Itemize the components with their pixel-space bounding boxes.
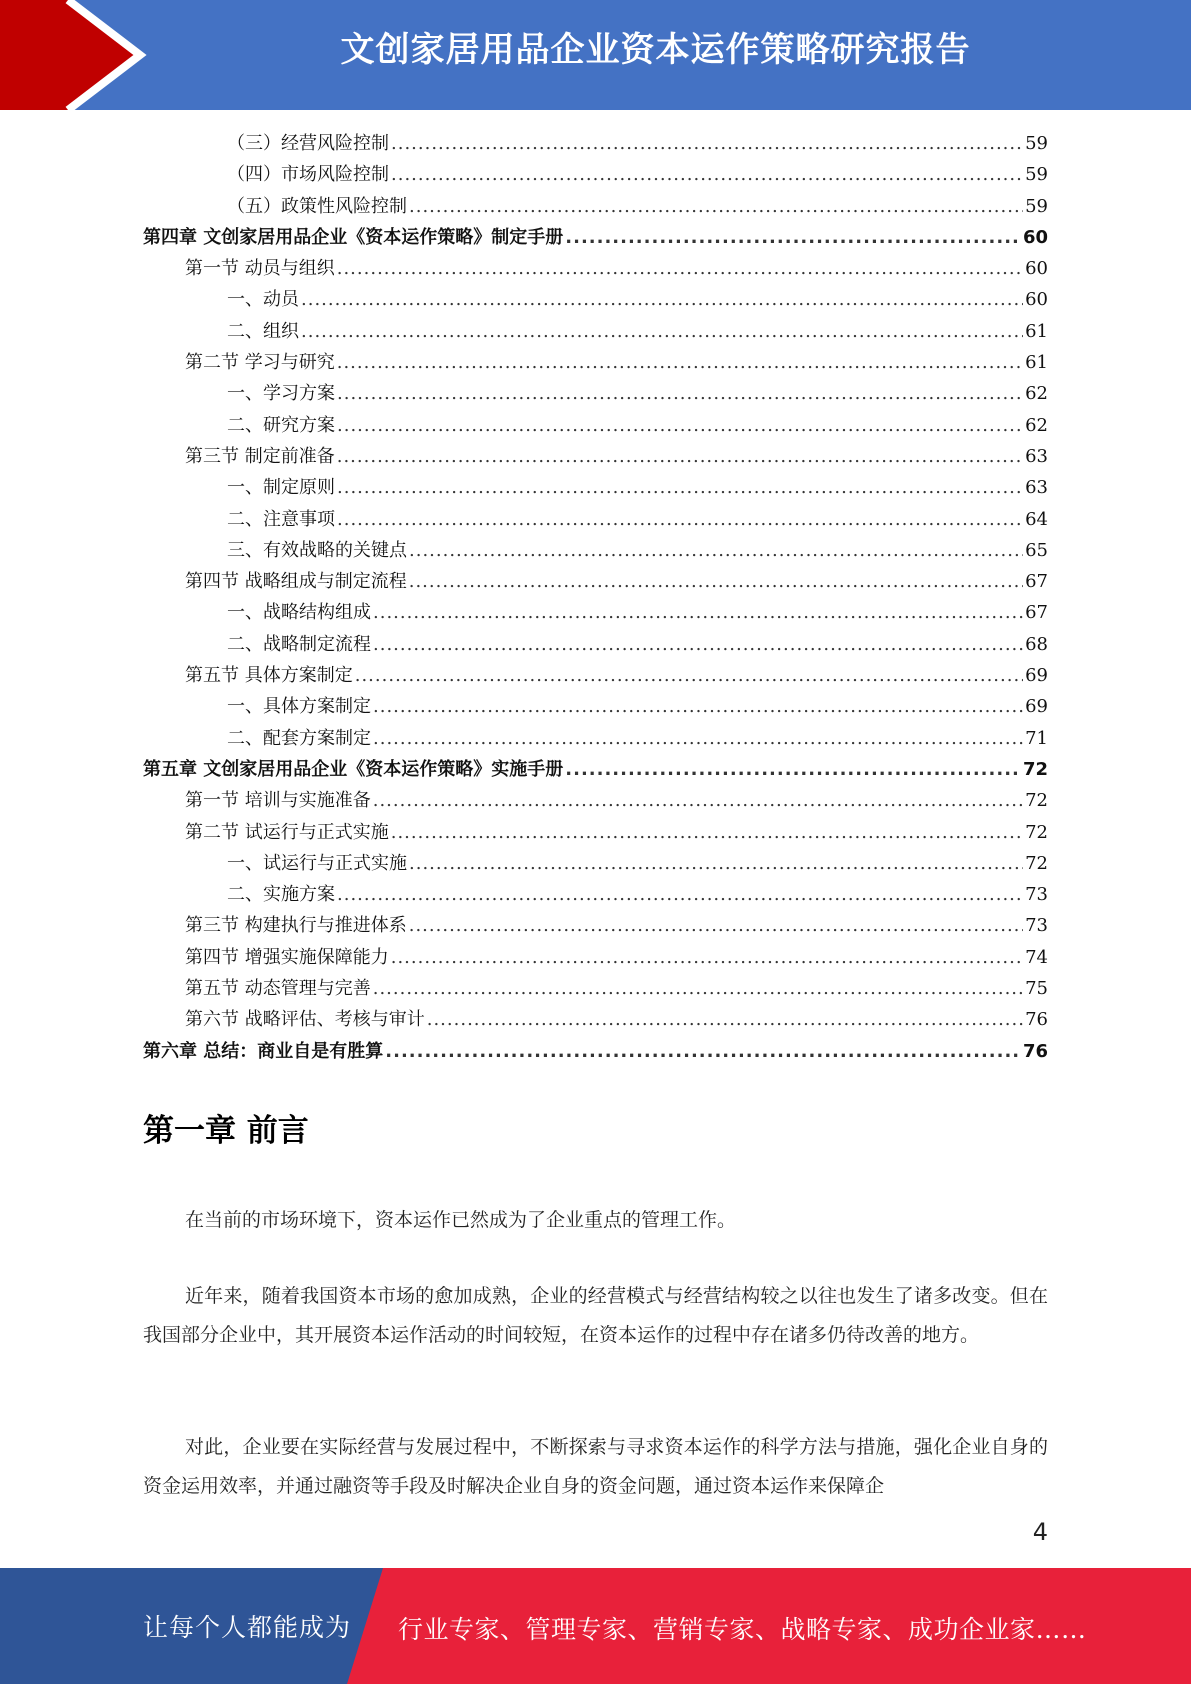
toc-entry[interactable]	[143, 472, 1048, 503]
toc-entry[interactable]	[143, 566, 1048, 597]
toc-leader-dots	[373, 597, 1023, 628]
toc-entry-page: 59	[1025, 133, 1048, 154]
toc-entry-page: 73	[1025, 915, 1048, 937]
toc-entry[interactable]	[143, 191, 1048, 222]
toc-leader-dots	[391, 159, 1023, 190]
toc-entry-title: 第四节 增强实施保障能力	[185, 946, 389, 968]
toc-entry[interactable]	[143, 159, 1048, 190]
toc-entry[interactable]	[143, 817, 1048, 848]
toc-entry-page: 65	[1025, 539, 1048, 561]
toc-entry-title: 第二节 学习与研究	[185, 352, 335, 374]
toc-entry-page: 60	[1025, 289, 1048, 311]
toc-entry-title: 第四章 文创家居用品企业《资本运作策略》制定手册	[143, 226, 564, 248]
toc-entry[interactable]	[143, 284, 1048, 315]
toc-entry-title: 一、试运行与正式实施	[227, 852, 407, 874]
toc-entry-page: 67	[1025, 602, 1048, 624]
toc-entry[interactable]	[143, 597, 1048, 628]
footer-slogan-right: 行业专家、管理专家、营销专家、战略专家、成功企业家……	[398, 1615, 1087, 1644]
toc-entry-title: 第四节 战略组成与制定流程	[185, 571, 407, 593]
toc-entry-title: 第六节 战略评估、考核与审计	[185, 1009, 425, 1031]
toc-entry[interactable]	[143, 1004, 1048, 1035]
footer-banner	[0, 1568, 1191, 1684]
toc-entry[interactable]	[143, 222, 1048, 253]
toc-entry-page: 75	[1025, 978, 1048, 1000]
toc-entry-title: 二、组织	[227, 320, 299, 342]
toc-entry-page: 76	[1022, 1040, 1048, 1062]
toc-entry-page: 68	[1025, 633, 1048, 655]
toc-entry-title: 一、学习方案	[227, 383, 335, 405]
toc-entry[interactable]	[143, 785, 1048, 816]
toc-entry[interactable]	[143, 879, 1048, 910]
toc-entry-page: 60	[1025, 258, 1048, 280]
toc-entry[interactable]	[143, 253, 1048, 284]
toc-leader-dots	[373, 785, 1023, 816]
toc-entry-title: （三）经营风险控制	[227, 133, 389, 154]
toc-entry[interactable]	[143, 441, 1048, 472]
toc-entry-title: 二、实施方案	[227, 884, 335, 906]
toc-leader-dots	[337, 410, 1023, 441]
toc-entry-title: 第一节 培训与实施准备	[185, 790, 371, 812]
toc-leader-dots	[337, 441, 1023, 472]
toc-entry-page: 67	[1025, 571, 1048, 593]
toc-entry[interactable]	[143, 973, 1048, 1004]
toc-entry[interactable]	[143, 504, 1048, 535]
toc-entry-page: 72	[1025, 852, 1048, 874]
toc-leader-dots	[337, 472, 1023, 503]
toc-entry[interactable]	[143, 629, 1048, 660]
toc-entry[interactable]	[143, 910, 1048, 941]
table-of-contents	[143, 128, 1048, 1067]
toc-leader-dots	[409, 910, 1023, 941]
toc-entry-title: 第一节 动员与组织	[185, 258, 335, 280]
toc-entry-title: 第五节 具体方案制定	[185, 665, 353, 687]
toc-entry-page: 62	[1025, 383, 1048, 405]
toc-entry-title: 二、注意事项	[227, 508, 335, 530]
toc-entry[interactable]	[143, 660, 1048, 691]
toc-entry-title: （五）政策性风险控制	[227, 195, 407, 217]
toc-entry-title: 第五节 动态管理与完善	[185, 978, 371, 1000]
toc-entry-title: 第三节 构建执行与推进体系	[185, 915, 407, 937]
toc-entry-page: 71	[1025, 727, 1048, 749]
toc-entry-title: 二、研究方案	[227, 414, 335, 436]
toc-entry[interactable]	[143, 128, 1048, 159]
toc-entry-title: 第二节 试运行与正式实施	[185, 821, 389, 843]
toc-leader-dots	[337, 504, 1023, 535]
toc-leader-dots	[391, 817, 1023, 848]
toc-leader-dots	[409, 191, 1023, 222]
toc-entry-page: 60	[1022, 226, 1048, 248]
toc-leader-dots	[373, 691, 1023, 722]
toc-entry[interactable]	[143, 723, 1048, 754]
toc-entry-page: 72	[1025, 821, 1048, 843]
toc-entry-title: 二、战略制定流程	[227, 633, 371, 655]
toc-entry-page: 74	[1025, 946, 1048, 968]
toc-entry-page: 64	[1025, 508, 1048, 530]
paragraph: 在当前的市场环境下，资本运作已然成为了企业重点的管理工作。	[185, 1209, 737, 1231]
toc-entry-title: （四）市场风险控制	[227, 164, 389, 186]
header-banner	[0, 0, 1191, 110]
toc-leader-dots	[409, 848, 1023, 879]
footer-slogan-left: 让每个人都能成为	[143, 1613, 352, 1642]
toc-leader-dots	[337, 253, 1023, 284]
toc-leader-dots	[337, 879, 1023, 910]
toc-leader-dots	[373, 723, 1023, 754]
toc-leader-dots	[337, 378, 1023, 409]
toc-entry-page: 63	[1025, 445, 1048, 467]
toc-entry-title: 二、配套方案制定	[227, 727, 371, 749]
toc-entry-title: 一、制定原则	[227, 477, 335, 499]
toc-entry-page: 69	[1025, 696, 1048, 718]
toc-entry[interactable]	[143, 535, 1048, 566]
toc-entry-page: 61	[1025, 320, 1048, 342]
toc-entry[interactable]	[143, 942, 1048, 973]
document-title: 文创家居用品企业资本运作策略研究报告	[340, 30, 971, 70]
toc-entry-page: 76	[1025, 1009, 1048, 1031]
toc-entry-page: 69	[1025, 665, 1048, 687]
toc-leader-dots	[373, 973, 1023, 1004]
toc-leader-dots	[301, 316, 1023, 347]
toc-leader-dots	[385, 1036, 1021, 1067]
toc-entry-page: 63	[1025, 477, 1048, 499]
toc-entry[interactable]	[143, 316, 1048, 347]
toc-entry-page: 59	[1025, 164, 1048, 186]
toc-entry-title: 第三节 制定前准备	[185, 445, 335, 467]
toc-entry-page: 72	[1025, 790, 1048, 812]
toc-entry[interactable]	[143, 848, 1048, 879]
toc-leader-dots	[355, 660, 1023, 691]
toc-entry[interactable]	[143, 347, 1048, 378]
toc-leader-dots	[427, 1004, 1023, 1035]
toc-leader-dots	[301, 284, 1023, 315]
toc-entry[interactable]	[143, 378, 1048, 409]
toc-entry[interactable]	[143, 1036, 1048, 1067]
toc-leader-dots	[391, 128, 1023, 159]
toc-leader-dots	[373, 629, 1023, 660]
toc-entry[interactable]	[143, 410, 1048, 441]
toc-entry-page: 61	[1025, 352, 1048, 374]
toc-entry[interactable]	[143, 754, 1048, 785]
paragraph: 对此，企业要在实际经营与发展过程中，不断探索与寻求资本运作的科学方法与措施，强化企业自身的资金运用效率，并通过融资等手段及时解决企业自身的资金问题，通过资本运作来保障企	[143, 1436, 1048, 1497]
toc-leader-dots	[565, 754, 1021, 785]
toc-leader-dots	[565, 222, 1021, 253]
toc-entry[interactable]	[143, 691, 1048, 722]
toc-entry-page: 59	[1025, 195, 1048, 217]
toc-leader-dots	[391, 942, 1023, 973]
toc-entry-page: 62	[1025, 414, 1048, 436]
toc-entry-page: 73	[1025, 884, 1048, 906]
toc-leader-dots	[409, 535, 1023, 566]
paragraph: 近年来，随着我国资本市场的愈加成熟，企业的经营模式与经营结构较之以往也发生了诸多改变。但在我国部分企业中，其开展资本运作活动的时间较短，在资本运作的过程中存在诸多仍待改善的地方。	[143, 1285, 1048, 1346]
toc-leader-dots	[409, 566, 1023, 597]
toc-entry-title: 三、有效战略的关键点	[227, 539, 407, 561]
toc-entry-title: 一、动员	[227, 289, 299, 311]
toc-entry-title: 一、战略结构组成	[227, 602, 371, 624]
toc-entry-page: 72	[1022, 758, 1048, 780]
toc-entry-title: 一、具体方案制定	[227, 696, 371, 718]
toc-entry-title: 第五章 文创家居用品企业《资本运作策略》实施手册	[143, 758, 564, 780]
page-number: 4	[1032, 1518, 1048, 1546]
toc-entry-title: 第六章 总结：商业自是有胜算	[143, 1040, 384, 1062]
chapter-title: 第一章 前言	[143, 1113, 309, 1149]
toc-leader-dots	[337, 347, 1023, 378]
